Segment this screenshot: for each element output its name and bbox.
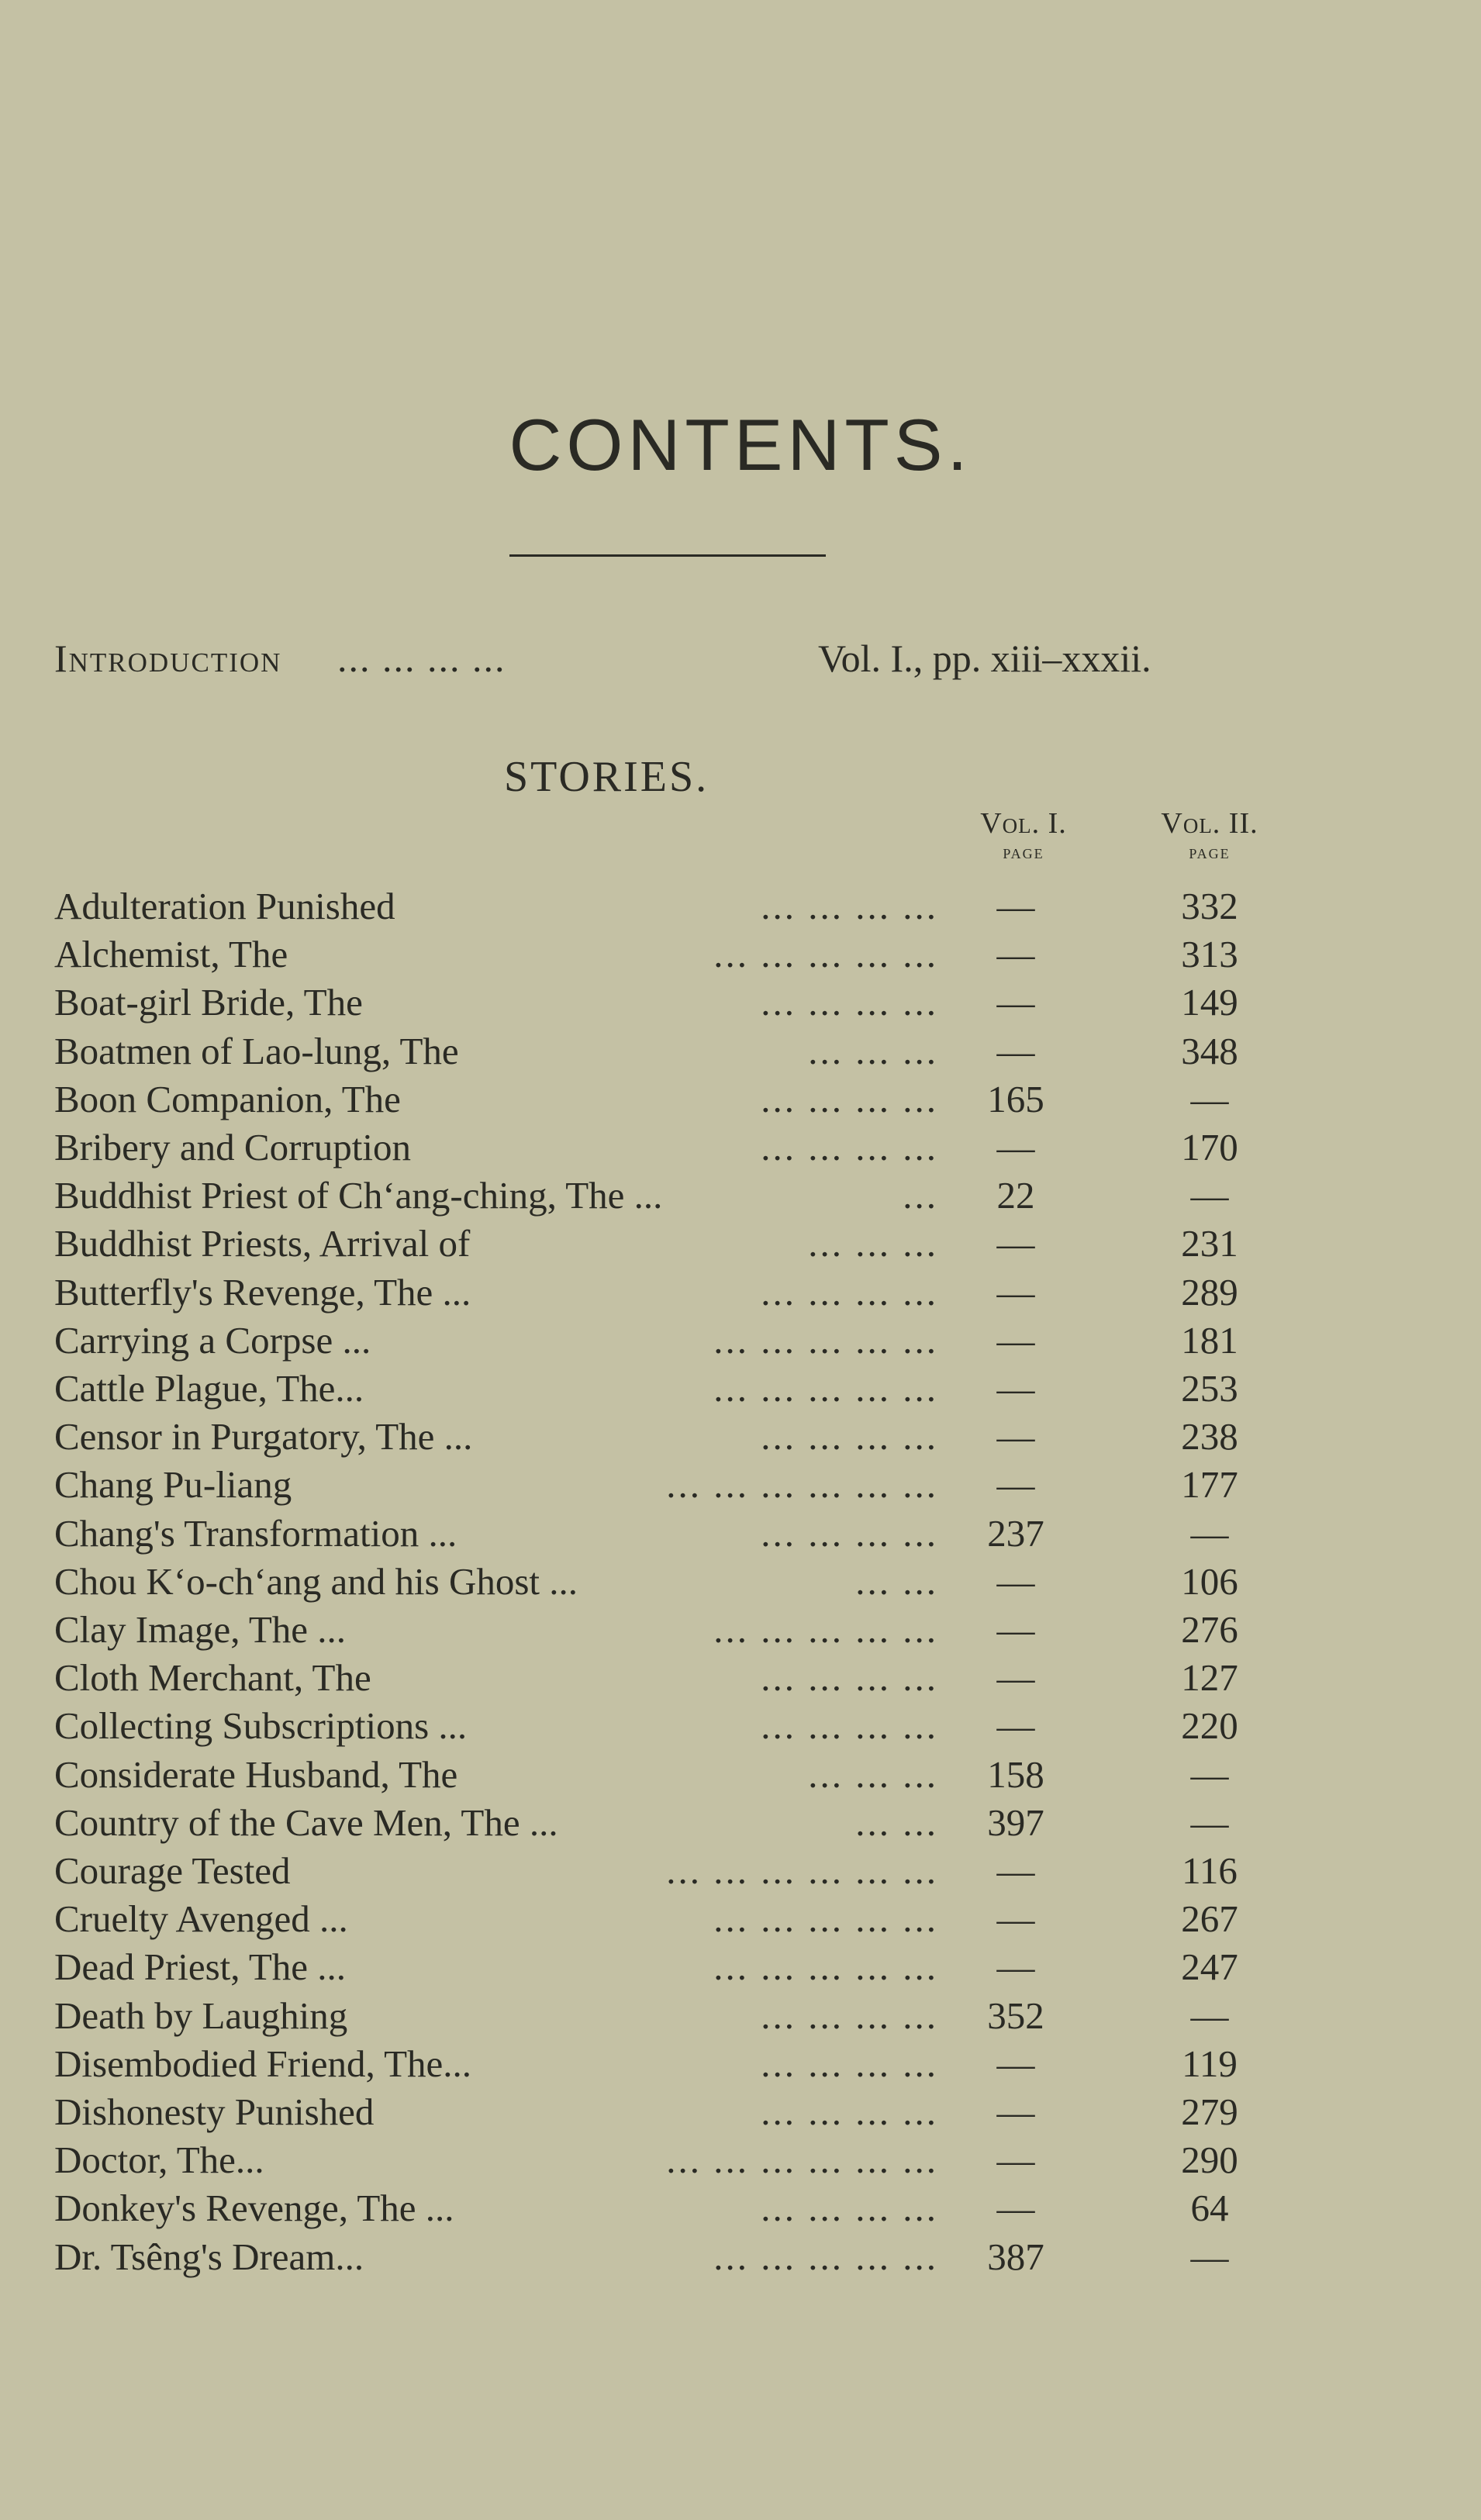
entry-vol2-page: —: [1190, 1994, 1229, 2037]
entry-title: Courage Tested: [54, 1849, 291, 1892]
entry-vol2-page: —: [1190, 2235, 1229, 2278]
entry-vol2-page: 149: [1181, 981, 1238, 1024]
entry-title: Bribery and Corruption: [54, 1126, 411, 1169]
entry-leader-dots: ... ... ... ... ...: [713, 1608, 938, 1651]
entry-vol2-page: —: [1190, 1801, 1229, 1844]
entry-vol1-page: —: [996, 1704, 1035, 1747]
entry-title: Alchemist, The: [54, 933, 288, 975]
introduction-reference: Vol. I., pp. xiii–xxxii.: [818, 637, 1151, 680]
entry-vol1-page: —: [996, 2042, 1035, 2085]
entry-title: Censor in Purgatory, The ...: [54, 1415, 473, 1458]
contents-entry: [0, 1849, 1481, 1897]
entry-vol1-page: —: [996, 1319, 1035, 1362]
entry-vol2-page: —: [1190, 1174, 1229, 1217]
contents-entry: [0, 980, 1481, 1028]
contents-entry: [0, 1318, 1481, 1366]
entry-vol2-page: 177: [1181, 1463, 1238, 1506]
contents-entry: [0, 1897, 1481, 1945]
entry-leader-dots: ... ... ... ... ...: [713, 1367, 938, 1410]
entry-vol2-page: 119: [1182, 2042, 1238, 2085]
entry-vol2-page: 231: [1181, 1222, 1238, 1265]
contents-entry: [0, 932, 1481, 980]
contents-entry: [0, 1752, 1481, 1800]
entry-leader-dots: ... ... ... ...: [761, 1078, 938, 1120]
entry-vol2-page: 64: [1190, 2187, 1229, 2229]
entry-title: Carrying a Corpse ...: [54, 1319, 371, 1362]
entry-leader-dots: ... ... ... ... ...: [713, 2235, 938, 2278]
entry-vol2-page: 289: [1181, 1271, 1238, 1314]
contents-entry: [0, 1704, 1481, 1752]
contents-entry: [0, 1945, 1481, 1993]
entry-leader-dots: ... ... ... ...: [761, 1126, 938, 1169]
entry-vol2-page: 276: [1181, 1608, 1238, 1651]
introduction-leader-dots: ... ... ... ...: [337, 637, 506, 680]
entry-leader-dots: ... ... ... ...: [761, 1656, 938, 1699]
contents-entry: [0, 1077, 1481, 1125]
entry-vol1-page: —: [996, 1271, 1035, 1314]
entry-leader-dots: ... ... ... ...: [761, 1271, 938, 1314]
entry-leader-dots: ... ... ... ...: [761, 2187, 938, 2229]
entry-vol2-page: 238: [1181, 1415, 1238, 1458]
entry-vol1-page: —: [996, 2090, 1035, 2133]
entry-leader-dots: ... ...: [855, 1801, 938, 1844]
entry-vol2-page: 181: [1181, 1319, 1238, 1362]
entry-vol1-page: —: [996, 1415, 1035, 1458]
column-header-vol2-sub: page: [1189, 841, 1231, 863]
entry-title: Doctor, The...: [54, 2139, 264, 2181]
entry-leader-dots: ... ... ... ... ... ...: [666, 2139, 938, 2181]
entry-leader-dots: ... ... ... ... ... ...: [666, 1849, 938, 1892]
title-rule: [509, 554, 826, 557]
entry-title: Clay Image, The ...: [54, 1608, 347, 1651]
entry-vol2-page: 267: [1181, 1897, 1238, 1940]
entry-title: Disembodied Friend, The...: [54, 2042, 472, 2085]
contents-entry: [0, 2042, 1481, 2090]
entry-title: Boat-girl Bride, The: [54, 981, 363, 1024]
contents-entry: [0, 2090, 1481, 2138]
entry-vol1-page: —: [996, 885, 1035, 927]
entry-vol2-page: 332: [1181, 885, 1238, 927]
entry-vol1-page: 387: [987, 2235, 1044, 2278]
entry-vol1-page: —: [996, 2187, 1035, 2229]
entry-title: Adulteration Punished: [54, 885, 395, 927]
entry-vol1-page: 158: [987, 1753, 1044, 1796]
entry-vol1-page: 22: [996, 1174, 1035, 1217]
contents-entry: [0, 2138, 1481, 2186]
entry-leader-dots: ... ... ... ...: [761, 1704, 938, 1747]
entry-leader-dots: ... ... ... ... ...: [713, 933, 938, 975]
entry-vol2-page: 106: [1181, 1560, 1238, 1603]
contents-entry: [0, 2186, 1481, 2234]
entry-vol1-page: —: [996, 1030, 1035, 1072]
entry-vol2-page: —: [1190, 1753, 1229, 1796]
entry-title: Chang's Transformation ...: [54, 1512, 457, 1555]
entry-vol1-page: —: [996, 1222, 1035, 1265]
entry-vol2-page: 279: [1181, 2090, 1238, 2133]
entry-vol1-page: —: [996, 1656, 1035, 1699]
entry-vol1-page: —: [996, 1367, 1035, 1410]
entry-vol1-page: —: [996, 981, 1035, 1024]
entry-leader-dots: ... ... ... ... ...: [713, 1897, 938, 1940]
entry-title: Cruelty Avenged ...: [54, 1897, 348, 1940]
entry-vol2-page: 170: [1181, 1126, 1238, 1169]
contents-entry: [0, 1125, 1481, 1173]
entry-title: Donkey's Revenge, The ...: [54, 2187, 454, 2229]
entry-leader-dots: ... ... ... ... ...: [713, 1945, 938, 1988]
entry-title: Boatmen of Lao-lung, The: [54, 1030, 459, 1072]
entry-title: Chou K‘o-ch‘ang and his Ghost ...: [54, 1560, 578, 1603]
contents-entry: [0, 1366, 1481, 1414]
entry-vol1-page: —: [996, 1126, 1035, 1169]
stories-heading: STORIES.: [504, 753, 709, 801]
entry-title: Collecting Subscriptions ...: [54, 1704, 468, 1747]
entry-vol2-page: 348: [1181, 1030, 1238, 1072]
column-header-vol2: [1124, 806, 1295, 864]
entry-title: Boon Companion, The: [54, 1078, 401, 1120]
entry-vol2-page: —: [1190, 1078, 1229, 1120]
contents-entry: [0, 1559, 1481, 1607]
entry-title: Buddhist Priests, Arrival of: [54, 1222, 471, 1265]
entry-leader-dots: ... ... ...: [808, 1030, 938, 1072]
contents-entry: [0, 1655, 1481, 1704]
entry-leader-dots: ... ... ... ...: [761, 1415, 938, 1458]
entry-title: Butterfly's Revenge, The ...: [54, 1271, 471, 1314]
entry-vol1-page: —: [996, 1560, 1035, 1603]
entry-vol1-page: —: [996, 1463, 1035, 1506]
entry-vol1-page: 397: [987, 1801, 1044, 1844]
contents-entry: [0, 1173, 1481, 1221]
entry-vol1-page: —: [996, 1849, 1035, 1892]
entry-vol2-page: —: [1190, 1512, 1229, 1555]
contents-entry: [0, 1994, 1481, 2042]
contents-entry: [0, 1607, 1481, 1655]
entry-vol1-page: —: [996, 1897, 1035, 1940]
contents-entry: [0, 2235, 1481, 2283]
contents-entry: [0, 1270, 1481, 1318]
entry-title: Buddhist Priest of Ch‘ang-ching, The ...: [54, 1174, 663, 1217]
entry-leader-dots: ... ... ... ...: [761, 2042, 938, 2085]
entry-title: Considerate Husband, The: [54, 1753, 458, 1796]
contents-entry: [0, 1511, 1481, 1559]
entry-vol2-page: 116: [1182, 1849, 1238, 1892]
entry-vol1-page: —: [996, 1608, 1035, 1651]
contents-entry: [0, 1800, 1481, 1849]
entry-leader-dots: ... ... ... ...: [761, 1512, 938, 1555]
column-header-vol1: [938, 806, 1109, 864]
entry-vol1-page: 352: [987, 1994, 1044, 2037]
entry-vol1-page: 165: [987, 1078, 1044, 1120]
entry-leader-dots: ... ... ... ... ... ...: [666, 1463, 938, 1506]
contents-entry: [0, 1221, 1481, 1269]
entry-vol2-page: 313: [1181, 933, 1238, 975]
entry-title: Cloth Merchant, The: [54, 1656, 371, 1699]
entry-leader-dots: ... ... ... ...: [761, 885, 938, 927]
entry-leader-dots: ... ... ... ... ...: [713, 1319, 938, 1362]
entry-leader-dots: ... ... ...: [808, 1222, 938, 1265]
column-header-vol1-sub: page: [1003, 841, 1044, 863]
entry-title: Country of the Cave Men, The ...: [54, 1801, 558, 1844]
entry-vol2-page: 253: [1181, 1367, 1238, 1410]
entry-vol1-page: —: [996, 2139, 1035, 2181]
entry-title: Chang Pu-liang: [54, 1463, 292, 1506]
column-header-vol2-label: Vol. II.: [1161, 807, 1258, 840]
entry-title: Dead Priest, The ...: [54, 1945, 347, 1988]
entry-leader-dots: ... ... ... ...: [761, 1994, 938, 2037]
column-header-vol1-label: Vol. I.: [980, 807, 1067, 840]
entry-vol2-page: 127: [1181, 1656, 1238, 1699]
entry-leader-dots: ... ... ... ...: [761, 2090, 938, 2133]
entry-title: Cattle Plague, The...: [54, 1367, 364, 1410]
entry-vol1-page: 237: [987, 1512, 1044, 1555]
entry-leader-dots: ... ...: [855, 1560, 938, 1603]
contents-entry: [0, 1414, 1481, 1462]
entry-vol1-page: —: [996, 1945, 1035, 1988]
introduction-label: Introduction: [54, 637, 282, 680]
entry-title: Dr. Tsêng's Dream...: [54, 2235, 364, 2278]
page-title: CONTENTS.: [509, 404, 972, 485]
contents-entry: [0, 884, 1481, 932]
entry-vol2-page: 220: [1181, 1704, 1238, 1747]
entry-vol1-page: —: [996, 933, 1035, 975]
entry-vol2-page: 290: [1181, 2139, 1238, 2181]
contents-entry: [0, 1462, 1481, 1510]
entry-title: Dishonesty Punished: [54, 2090, 375, 2133]
entry-leader-dots: ... ... ... ...: [761, 981, 938, 1024]
entry-leader-dots: ... ... ...: [808, 1753, 938, 1796]
contents-entry: [0, 1029, 1481, 1077]
entry-leader-dots: ...: [903, 1174, 938, 1217]
entry-vol2-page: 247: [1181, 1945, 1238, 1988]
entry-title: Death by Laughing: [54, 1994, 348, 2037]
